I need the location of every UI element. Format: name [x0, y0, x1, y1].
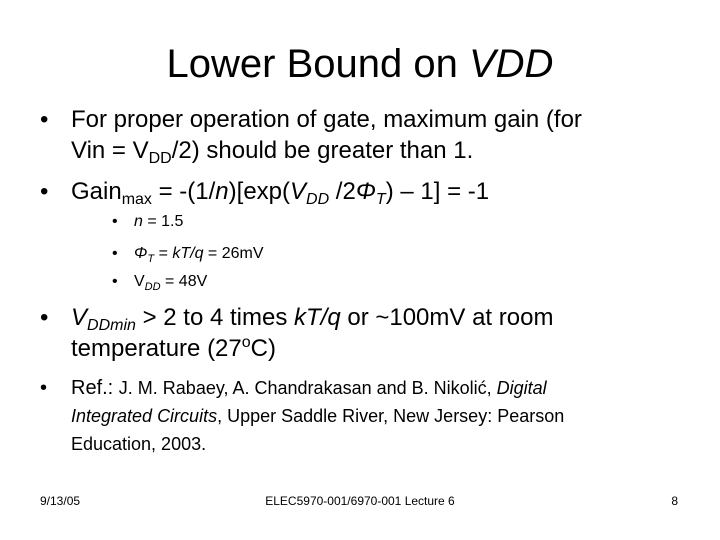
bullet-gain-condition	[40, 104, 680, 166]
bullet-text: Ref.: J. M. Rabaey, A. Chandrakasan and B. Nikolić, Digital Integrated Circuits, Upper Saddle River, New Jersey: Pearson Education, 2003.	[71, 377, 565, 454]
bullet-text: For proper operation of gate, maximum gain (for Vin = $V_{DD}/2$) should be greater than 1.	[71, 106, 582, 167]
bullet-text: $V_{DDmin} > 2$ to 4 times kT/q or ~100mV at room temperature (27$^o$C)	[71, 304, 554, 362]
footer-page-number: 8	[671, 494, 678, 508]
bullet-dot: •	[40, 178, 49, 205]
bullet-text: Gain$_{max}$ = $-(1/n)[\exp(V_{DD}$ $/2\Phi_T) - 1] = -1$	[71, 178, 490, 208]
bullet-dot: •	[40, 106, 49, 133]
bullet-dot: •	[112, 273, 118, 290]
bullet-dot: •	[40, 304, 49, 331]
bullet-dot: •	[112, 213, 118, 230]
bullet-text: $V_{DD} = 48V$	[134, 273, 208, 293]
footer-date: 9/13/05	[40, 494, 81, 508]
sub-bullet-vdd	[112, 270, 672, 294]
footer-course: ELEC5970-001/6970-001 Lecture 6	[265, 494, 455, 508]
bullet-text: $\Phi_T = kT/q = 26mV$	[134, 245, 264, 265]
bullet-dot: •	[40, 377, 48, 399]
bullet-text: n = 1.5	[134, 213, 184, 230]
sub-bullet-phi	[112, 242, 672, 266]
bullet-gain-max	[40, 176, 680, 207]
slide-title: Lower Bound on VDD	[166, 42, 554, 86]
bullet-reference	[40, 374, 680, 458]
sub-bullet-n	[112, 210, 672, 234]
bullet-dot: •	[112, 245, 118, 262]
bullet-vddmin	[40, 302, 680, 364]
